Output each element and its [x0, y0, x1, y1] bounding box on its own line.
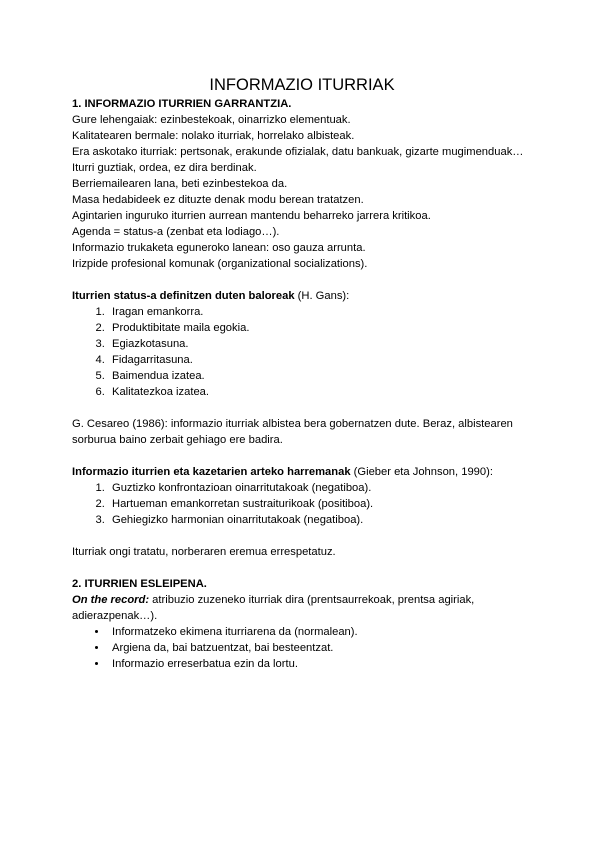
list-item: 4. Fidagarritasuna.: [108, 352, 542, 368]
paragraph-line: Agintarien inguruko iturrien aurrean mantendu beharreko jarrera kritikoa.: [72, 210, 431, 222]
on-record-paragraph: [72, 592, 542, 624]
list-item: 2. Produktibitate maila egokia.: [108, 320, 542, 336]
on-record-label: On the record:: [72, 594, 150, 606]
section-2-heading: 2. ITURRIEN ESLEIPENA.: [72, 578, 207, 590]
status-values-heading: [72, 288, 542, 304]
paragraph-line: Gure lehengaiak: ezinbestekoak, oinarrizko elementuak.: [72, 114, 351, 126]
on-record-bullets: [72, 624, 542, 672]
paragraph-line: Iturri guztiak, ordea, ez dira berdinak.: [72, 162, 257, 174]
paragraph-line: Era askotako iturriak: pertsonak, erakunde ofizialak, datu bankuak, gizarte mugimenduak…: [72, 146, 524, 158]
paragraph-line: Irizpide profesional komunak (organizational socializations).: [72, 258, 368, 270]
list-item: • Informazio erreserbatua ezin da lortu.: [108, 656, 542, 672]
list-item: • Informatzeko ekimena iturriarena da (normalean).: [108, 624, 542, 640]
section-1-heading: 1. INFORMAZIO ITURRIEN GARRANTZIA.: [72, 98, 292, 110]
status-values-list: [72, 304, 542, 400]
status-values-heading-source: (H. Gans):: [294, 290, 350, 302]
list-item: 6. Kalitatezkoa izatea.: [108, 384, 542, 400]
relations-heading: [72, 464, 542, 480]
relations-heading-bold: Informazio iturrien eta kazetarien arteko harremanak: [72, 466, 351, 478]
on-record-text: atribuzio zuzeneko iturriak dira (prentsaurrekoak, prentsa agiriak, adierazpenak…).: [72, 594, 475, 622]
cesareo-paragraph: G. Cesareo (1986): informazio iturriak albistea bera gobernatzen dute. Beraz, albistearen sorburua baino zerbait gehiago ere badira.: [72, 418, 513, 446]
list-item: 2. Hartueman emankorretan sustraiturikoak (positiboa).: [108, 496, 542, 512]
status-values-heading-bold: Iturrien status-a definitzen duten baloreak: [72, 290, 295, 302]
list-item: 5. Baimendua izatea.: [108, 368, 542, 384]
relations-list: [72, 480, 542, 528]
list-item: 1. Iragan emankorra.: [108, 304, 542, 320]
list-item: 3. Egiazkotasuna.: [108, 336, 542, 352]
list-item: 1. Guztizko konfrontazioan oinarritutakoak (negatiboa).: [108, 480, 542, 496]
paragraph-line: Agenda = status-a (zenbat eta lodiago…).: [72, 226, 280, 238]
document-page: [72, 74, 542, 672]
paragraph-line: Berriemailearen lana, beti ezinbestekoa da.: [72, 178, 288, 190]
relations-heading-source: (Gieber eta Johnson, 1990):: [350, 466, 493, 478]
paragraph-line: Informazio trukaketa eguneroko lanean: oso gauza arrunta.: [72, 242, 366, 254]
document-title: INFORMAZIO ITURRIAK: [209, 76, 395, 94]
section-1-body: [72, 112, 542, 272]
list-item: 3. Gehiegizko harmonian oinarritutakoak (negatiboa).: [108, 512, 542, 528]
list-item: • Argiena da, bai batzuentzat, bai besteentzat.: [108, 640, 542, 656]
paragraph-line: Masa hedabideek ez dituzte denak modu berean tratatzen.: [72, 194, 364, 206]
closing-paragraph: Iturriak ongi tratatu, norberaren eremua errespetatuz.: [72, 546, 336, 558]
paragraph-line: Kalitatearen bermale: nolako iturriak, horrelako albisteak.: [72, 130, 355, 142]
